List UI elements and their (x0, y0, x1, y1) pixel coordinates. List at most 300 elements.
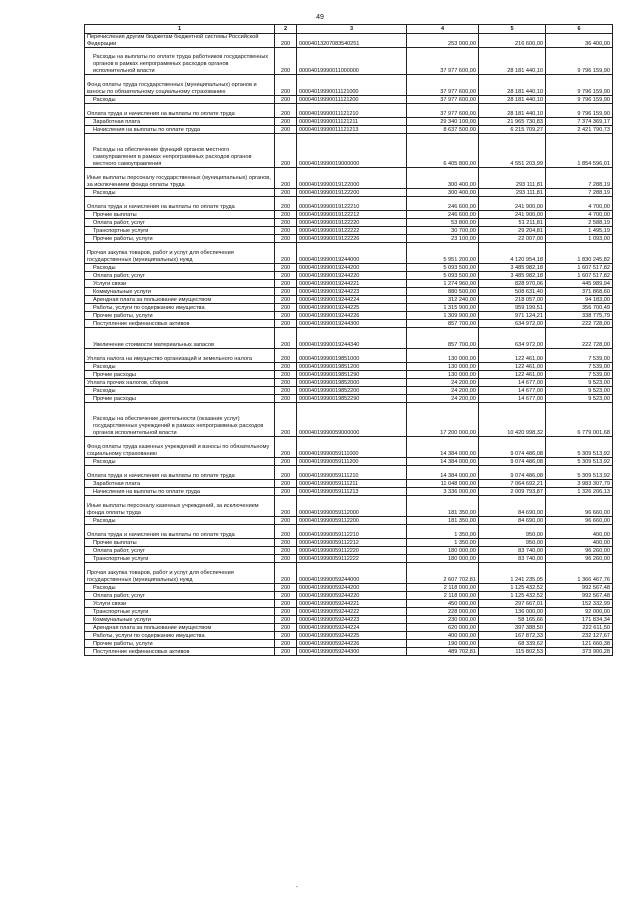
row-name-cell: Расходы (85, 458, 275, 466)
row-kbk-cell: 00004019990011000000 (297, 48, 407, 75)
row-remainder-cell: 7 539,00 (546, 371, 613, 379)
row-name-cell: Расходы (85, 517, 275, 525)
table-row (85, 168, 613, 189)
row-code-cell: 200 (275, 134, 297, 168)
row-executed-cell: 9 074 486,08 (479, 458, 546, 466)
table-row (85, 288, 613, 296)
row-code-cell: 200 (275, 280, 297, 288)
row-executed-cell: 959 199,51 (479, 304, 546, 312)
row-kbk-cell: 00004019990059112000 (297, 496, 407, 517)
row-executed-cell: 634 972,00 (479, 328, 546, 349)
table-row (85, 280, 613, 288)
row-executed-cell: 950,00 (479, 525, 546, 539)
row-executed-cell: 14 677,00 (479, 387, 546, 395)
row-executed-cell: 216 600,00 (479, 34, 546, 48)
row-kbk-cell: 00004019990059111211 (297, 480, 407, 488)
row-code-cell: 200 (275, 75, 297, 96)
row-approved-cell: 14 384 000,00 (407, 466, 479, 480)
row-name-cell: Расходы (85, 387, 275, 395)
row-approved-cell: 620 000,00 (407, 624, 479, 632)
row-executed-cell: 634 972,00 (479, 320, 546, 328)
row-name-cell: Оплата работ, услуг (85, 592, 275, 600)
table-row (85, 328, 613, 349)
row-code-cell: 200 (275, 600, 297, 608)
row-approved-cell: 14 384 000,00 (407, 437, 479, 458)
row-name-cell: Арендная плата за пользование имуществом (85, 624, 275, 632)
row-code-cell: 200 (275, 272, 297, 280)
row-approved-cell: 1 274 960,00 (407, 280, 479, 288)
row-executed-cell: 28 181 440,10 (479, 96, 546, 104)
row-code-cell: 200 (275, 219, 297, 227)
row-executed-cell: 297 667,01 (479, 600, 546, 608)
table-row (85, 75, 613, 96)
row-executed-cell: 122 461,00 (479, 349, 546, 363)
row-kbk-cell: 00004019990011121210 (297, 104, 407, 118)
row-executed-cell: 136 000,00 (479, 608, 546, 616)
row-code-cell: 200 (275, 189, 297, 197)
row-executed-cell: 29 204,81 (479, 227, 546, 235)
row-name-cell: Расходы на обеспечение деятельности (оказание услуг) государственных учреждений в рамках непрограммных расходов органов исполнительной власти (85, 403, 275, 437)
row-executed-cell: 508 631,40 (479, 288, 546, 296)
row-kbk-cell: 00004019990059244225 (297, 632, 407, 640)
table-row (85, 320, 613, 328)
row-name-cell: Транспортные услуги (85, 608, 275, 616)
row-executed-cell: 14 677,00 (479, 395, 546, 403)
budget-table-wrapper (84, 24, 612, 656)
row-kbk-cell: 00004019990019244225 (297, 304, 407, 312)
row-name-cell: Коммунальные услуги (85, 616, 275, 624)
row-executed-cell: 828 970,06 (479, 280, 546, 288)
column-header: 6 (546, 25, 613, 34)
row-approved-cell: 857 700,00 (407, 328, 479, 349)
row-remainder-cell: 96 660,00 (546, 496, 613, 517)
row-remainder-cell: 6 779 001,68 (546, 403, 613, 437)
row-kbk-cell: 00004019990059112222 (297, 555, 407, 563)
row-approved-cell: 37 977 600,00 (407, 75, 479, 96)
row-executed-cell: 397 388,50 (479, 624, 546, 632)
table-row (85, 437, 613, 458)
row-remainder-cell: 7 539,00 (546, 349, 613, 363)
table-row (85, 395, 613, 403)
row-approved-cell: 228 000,00 (407, 608, 479, 616)
table-row (85, 379, 613, 387)
row-approved-cell: 2 118 000,00 (407, 592, 479, 600)
table-row (85, 466, 613, 480)
table-row (85, 624, 613, 632)
row-approved-cell: 24 200,00 (407, 387, 479, 395)
row-kbk-cell: 00004019990019851000 (297, 349, 407, 363)
column-header: 2 (275, 25, 297, 34)
row-kbk-cell: 00004019990019244220 (297, 272, 407, 280)
row-remainder-cell: 400,00 (546, 525, 613, 539)
table-row (85, 480, 613, 488)
row-approved-cell: 190 000,00 (407, 640, 479, 648)
row-remainder-cell: 222 611,50 (546, 624, 613, 632)
row-kbk-cell: 00004019990059112212 (297, 539, 407, 547)
row-kbk-cell: 00004019990019122000 (297, 168, 407, 189)
row-kbk-cell: 00004019990059244224 (297, 624, 407, 632)
row-code-cell: 200 (275, 118, 297, 126)
row-kbk-cell: 00004019990019244200 (297, 264, 407, 272)
row-approved-cell: 14 384 000,00 (407, 458, 479, 466)
row-name-cell: Оплата труда и начисления на выплаты по оплате труда (85, 104, 275, 118)
row-executed-cell: 28 181 440,10 (479, 104, 546, 118)
row-executed-cell: 9 074 486,08 (479, 466, 546, 480)
row-remainder-cell: 92 000,00 (546, 608, 613, 616)
table-row (85, 616, 613, 624)
column-header: 1 (85, 25, 275, 34)
row-executed-cell: 6 215 709,27 (479, 126, 546, 134)
row-code-cell: 200 (275, 458, 297, 466)
row-kbk-cell: 00004019990011121000 (297, 75, 407, 96)
row-kbk-cell: 00004019990059244226 (297, 640, 407, 648)
row-name-cell: Прочие расходы (85, 371, 275, 379)
row-name-cell: Транспортные услуги (85, 555, 275, 563)
row-approved-cell: 880 500,00 (407, 288, 479, 296)
row-kbk-cell: 00004019990019852290 (297, 395, 407, 403)
row-code-cell: 200 (275, 387, 297, 395)
row-approved-cell: 130 000,00 (407, 349, 479, 363)
row-executed-cell: 122 461,00 (479, 363, 546, 371)
row-executed-cell: 241 900,00 (479, 197, 546, 211)
row-executed-cell: 218 057,00 (479, 296, 546, 304)
row-code-cell: 200 (275, 96, 297, 104)
row-remainder-cell: 232 127,67 (546, 632, 613, 640)
table-row (85, 555, 613, 563)
row-kbk-cell: 00004019990011121200 (297, 96, 407, 104)
row-code-cell: 200 (275, 168, 297, 189)
row-executed-cell: 115 802,53 (479, 648, 546, 656)
row-kbk-cell: 00004019990019852000 (297, 379, 407, 387)
row-code-cell: 200 (275, 648, 297, 656)
row-name-cell: Поступление нефинансовых активов (85, 320, 275, 328)
row-remainder-cell: 36 400,00 (546, 34, 613, 48)
row-name-cell: Расходы на выплаты по оплате труда работников государственных органов в рамках непрограммных расходов органов исполнительной власти (85, 48, 275, 75)
row-code-cell: 200 (275, 328, 297, 349)
row-remainder-cell: 992 567,48 (546, 584, 613, 592)
row-approved-cell: 30 700,00 (407, 227, 479, 235)
row-code-cell: 200 (275, 608, 297, 616)
row-remainder-cell: 96 660,00 (546, 517, 613, 525)
row-approved-cell: 37 977 600,00 (407, 104, 479, 118)
row-executed-cell: 971 124,21 (479, 312, 546, 320)
table-row (85, 640, 613, 648)
row-remainder-cell: 4 700,00 (546, 197, 613, 211)
table-row (85, 312, 613, 320)
row-approved-cell: 24 200,00 (407, 379, 479, 387)
table-row (85, 189, 613, 197)
row-remainder-cell: 1 326 206,13 (546, 488, 613, 496)
row-kbk-cell: 00004019990019122222 (297, 227, 407, 235)
row-executed-cell: 950,00 (479, 539, 546, 547)
table-row (85, 363, 613, 371)
row-executed-cell: 28 181 440,10 (479, 48, 546, 75)
table-row (85, 403, 613, 437)
row-approved-cell: 23 100,00 (407, 235, 479, 243)
row-executed-cell: 58 165,66 (479, 616, 546, 624)
table-row (85, 34, 613, 48)
row-remainder-cell: 9 523,00 (546, 379, 613, 387)
table-row (85, 539, 613, 547)
row-remainder-cell: 121 660,38 (546, 640, 613, 648)
table-row (85, 632, 613, 640)
row-executed-cell: 7 064 692,21 (479, 480, 546, 488)
row-kbk-cell: 00004019990011121213 (297, 126, 407, 134)
row-remainder-cell: 9 523,00 (546, 387, 613, 395)
row-executed-cell: 293 111,81 (479, 189, 546, 197)
row-kbk-cell: 00004019990059244220 (297, 592, 407, 600)
table-row (85, 96, 613, 104)
row-executed-cell: 2 009 793,87 (479, 488, 546, 496)
table-row (85, 458, 613, 466)
row-name-cell: Транспортные услуги (85, 227, 275, 235)
row-name-cell: Расходы (85, 189, 275, 197)
row-name-cell: Фонд оплаты труда казенных учреждений и взносы по обязательному социальному страхованию (85, 437, 275, 458)
row-name-cell: Работы, услуги по содержанию имущества (85, 304, 275, 312)
row-kbk-cell: 00004019990059112210 (297, 525, 407, 539)
row-code-cell: 200 (275, 304, 297, 312)
table-row (85, 48, 613, 75)
row-name-cell: Расходы (85, 363, 275, 371)
row-approved-cell: 3 336 000,00 (407, 488, 479, 496)
row-approved-cell: 450 000,00 (407, 600, 479, 608)
table-row (85, 349, 613, 363)
row-kbk-cell: 00004019990019122210 (297, 197, 407, 211)
row-kbk-cell: 00004019990059111213 (297, 488, 407, 496)
table-row (85, 488, 613, 496)
row-approved-cell: 246 600,00 (407, 197, 479, 211)
row-remainder-cell: 4 700,00 (546, 211, 613, 219)
row-code-cell: 200 (275, 584, 297, 592)
row-code-cell: 200 (275, 104, 297, 118)
row-name-cell: Фонд оплаты труда государственных (муниципальных) органов и взносы по обязательному социальному страхованию (85, 75, 275, 96)
row-executed-cell: 28 181 440,10 (479, 75, 546, 96)
table-row (85, 235, 613, 243)
row-code-cell: 200 (275, 480, 297, 488)
row-code-cell: 200 (275, 126, 297, 134)
row-kbk-cell: 00004019990019852200 (297, 387, 407, 395)
row-approved-cell: 312 240,00 (407, 296, 479, 304)
row-remainder-cell: 152 332,99 (546, 600, 613, 608)
row-executed-cell: 1 125 432,52 (479, 584, 546, 592)
row-approved-cell: 37 977 600,00 (407, 48, 479, 75)
row-remainder-cell: 2 588,19 (546, 219, 613, 227)
row-approved-cell: 29 340 100,00 (407, 118, 479, 126)
row-code-cell: 200 (275, 640, 297, 648)
row-code-cell: 200 (275, 312, 297, 320)
row-code-cell: 200 (275, 403, 297, 437)
row-approved-cell: 489 702,81 (407, 648, 479, 656)
row-code-cell: 200 (275, 379, 297, 387)
row-name-cell: Иные выплаты персоналу государственных (муниципальных) органов, за исключением фонда оплаты труда (85, 168, 275, 189)
row-kbk-cell: 00004019990019851200 (297, 363, 407, 371)
row-executed-cell: 83 740,00 (479, 547, 546, 555)
row-remainder-cell: 1 366 467,76 (546, 563, 613, 584)
table-row (85, 525, 613, 539)
row-approved-cell: 400 000,00 (407, 632, 479, 640)
row-executed-cell: 21 965 730,83 (479, 118, 546, 126)
row-remainder-cell: 5 309 513,92 (546, 458, 613, 466)
row-kbk-cell: 00004019990019122226 (297, 235, 407, 243)
row-code-cell: 200 (275, 555, 297, 563)
row-remainder-cell: 9 796 159,90 (546, 75, 613, 96)
table-row (85, 496, 613, 517)
row-code-cell: 200 (275, 320, 297, 328)
row-executed-cell: 4 120 954,18 (479, 243, 546, 264)
row-approved-cell: 11 048 000,00 (407, 480, 479, 488)
table-row (85, 648, 613, 656)
row-name-cell: Прочая закупка товаров, работ и услуг для обеспечения государственных (муниципальных) нужд (85, 243, 275, 264)
row-kbk-cell: 00004019990059112200 (297, 517, 407, 525)
row-code-cell: 200 (275, 563, 297, 584)
row-approved-cell: 2 118 000,00 (407, 584, 479, 592)
row-approved-cell: 1 315 900,00 (407, 304, 479, 312)
row-code-cell: 200 (275, 525, 297, 539)
row-name-cell: Прочие выплаты (85, 539, 275, 547)
row-approved-cell: 230 000,00 (407, 616, 479, 624)
table-body (85, 34, 613, 656)
row-code-cell: 200 (275, 34, 297, 48)
row-code-cell: 200 (275, 547, 297, 555)
row-kbk-cell: 00004019990019000000 (297, 134, 407, 168)
row-approved-cell: 1 309 900,00 (407, 312, 479, 320)
row-kbk-cell: 00004019990059244221 (297, 600, 407, 608)
row-remainder-cell: 222 728,00 (546, 320, 613, 328)
row-remainder-cell: 373 900,28 (546, 648, 613, 656)
row-kbk-cell: 00004019990059000000 (297, 403, 407, 437)
row-kbk-cell: 00004019990019244300 (297, 320, 407, 328)
table-row (85, 211, 613, 219)
row-name-cell: Иные выплаты персоналу казенных учреждений, за исключением фонда оплаты труда (85, 496, 275, 517)
row-executed-cell: 51 211,81 (479, 219, 546, 227)
row-code-cell: 200 (275, 296, 297, 304)
row-executed-cell: 167 872,33 (479, 632, 546, 640)
row-executed-cell: 4 551 203,99 (479, 134, 546, 168)
row-approved-cell: 180 000,00 (407, 555, 479, 563)
row-approved-cell: 5 951 200,00 (407, 243, 479, 264)
table-row (85, 584, 613, 592)
row-remainder-cell: 7 539,00 (546, 363, 613, 371)
row-approved-cell: 24 200,00 (407, 395, 479, 403)
row-approved-cell: 130 000,00 (407, 363, 479, 371)
row-remainder-cell: 9 796 159,90 (546, 48, 613, 75)
row-approved-cell: 37 977 600,00 (407, 96, 479, 104)
row-code-cell: 200 (275, 539, 297, 547)
row-code-cell: 200 (275, 592, 297, 600)
row-kbk-cell: 00004019990059111000 (297, 437, 407, 458)
row-name-cell: Уплата прочих налогов, сборов (85, 379, 275, 387)
row-name-cell: Расходы (85, 264, 275, 272)
row-name-cell: Прочие выплаты (85, 211, 275, 219)
row-code-cell: 200 (275, 227, 297, 235)
row-executed-cell: 68 339,62 (479, 640, 546, 648)
row-remainder-cell: 992 567,48 (546, 592, 613, 600)
row-code-cell: 200 (275, 624, 297, 632)
row-remainder-cell: 9 796 159,90 (546, 104, 613, 118)
row-approved-cell: 181 350,00 (407, 496, 479, 517)
row-remainder-cell: 371 868,60 (546, 288, 613, 296)
page-footer-mark: - (296, 884, 299, 891)
column-header: 4 (407, 25, 479, 34)
row-kbk-cell: 00004019990019244340 (297, 328, 407, 349)
row-executed-cell: 1 241 235,05 (479, 563, 546, 584)
table-row (85, 219, 613, 227)
row-remainder-cell: 2 421 790,73 (546, 126, 613, 134)
row-executed-cell: 10 420 998,32 (479, 403, 546, 437)
table-row (85, 387, 613, 395)
row-code-cell: 200 (275, 349, 297, 363)
row-approved-cell: 253 000,00 (407, 34, 479, 48)
row-code-cell: 200 (275, 496, 297, 517)
row-name-cell: Арендная плата за пользование имуществом (85, 296, 275, 304)
row-name-cell: Услуги связи (85, 600, 275, 608)
row-approved-cell: 5 093 500,00 (407, 272, 479, 280)
row-code-cell: 200 (275, 211, 297, 219)
row-code-cell: 200 (275, 264, 297, 272)
row-remainder-cell: 1 607 517,82 (546, 272, 613, 280)
table-row (85, 547, 613, 555)
row-executed-cell: 9 074 486,08 (479, 437, 546, 458)
row-code-cell: 200 (275, 632, 297, 640)
row-remainder-cell: 1 854 596,01 (546, 134, 613, 168)
row-kbk-cell: 00004019990019244221 (297, 280, 407, 288)
row-kbk-cell: 00004019990059244000 (297, 563, 407, 584)
row-code-cell: 200 (275, 395, 297, 403)
row-name-cell: Оплата работ, услуг (85, 547, 275, 555)
row-kbk-cell: 00004019990019244224 (297, 296, 407, 304)
row-kbk-cell: 00004019990019122212 (297, 211, 407, 219)
table-row (85, 296, 613, 304)
row-remainder-cell: 338 775,79 (546, 312, 613, 320)
row-remainder-cell: 96 260,00 (546, 555, 613, 563)
row-name-cell: Оплата труда и начисления на выплаты по оплате труда (85, 466, 275, 480)
row-name-cell: Оплата работ, услуг (85, 219, 275, 227)
row-name-cell: Начисления на выплаты по оплате труда (85, 488, 275, 496)
table-row (85, 304, 613, 312)
row-name-cell: Прочие работы, услуги (85, 312, 275, 320)
table-row (85, 563, 613, 584)
row-remainder-cell: 7 374 369,17 (546, 118, 613, 126)
row-kbk-cell: 00004019990019851290 (297, 371, 407, 379)
row-name-cell: Оплата труда и начисления на выплаты по оплате труда (85, 525, 275, 539)
table-row (85, 197, 613, 211)
row-remainder-cell: 445 989,94 (546, 280, 613, 288)
row-executed-cell: 22 007,00 (479, 235, 546, 243)
row-approved-cell: 857 700,00 (407, 320, 479, 328)
row-remainder-cell: 5 309 513,92 (546, 437, 613, 458)
row-approved-cell: 180 000,00 (407, 547, 479, 555)
row-executed-cell: 3 485 982,18 (479, 272, 546, 280)
row-executed-cell: 84 690,00 (479, 517, 546, 525)
row-kbk-cell: 00004019990059244222 (297, 608, 407, 616)
row-approved-cell: 130 000,00 (407, 371, 479, 379)
table-row (85, 371, 613, 379)
budget-execution-table (84, 24, 613, 656)
row-kbk-cell: 00004013207083540251 (297, 34, 407, 48)
row-executed-cell: 83 740,00 (479, 555, 546, 563)
row-approved-cell: 300 400,00 (407, 189, 479, 197)
table-row (85, 608, 613, 616)
table-row (85, 243, 613, 264)
row-executed-cell: 293 111,81 (479, 168, 546, 189)
row-executed-cell: 241 900,00 (479, 211, 546, 219)
row-remainder-cell: 96 260,00 (546, 547, 613, 555)
row-kbk-cell: 00004019990019244223 (297, 288, 407, 296)
row-executed-cell: 84 690,00 (479, 496, 546, 517)
row-code-cell: 200 (275, 517, 297, 525)
table-row (85, 600, 613, 608)
row-executed-cell: 122 461,00 (479, 371, 546, 379)
